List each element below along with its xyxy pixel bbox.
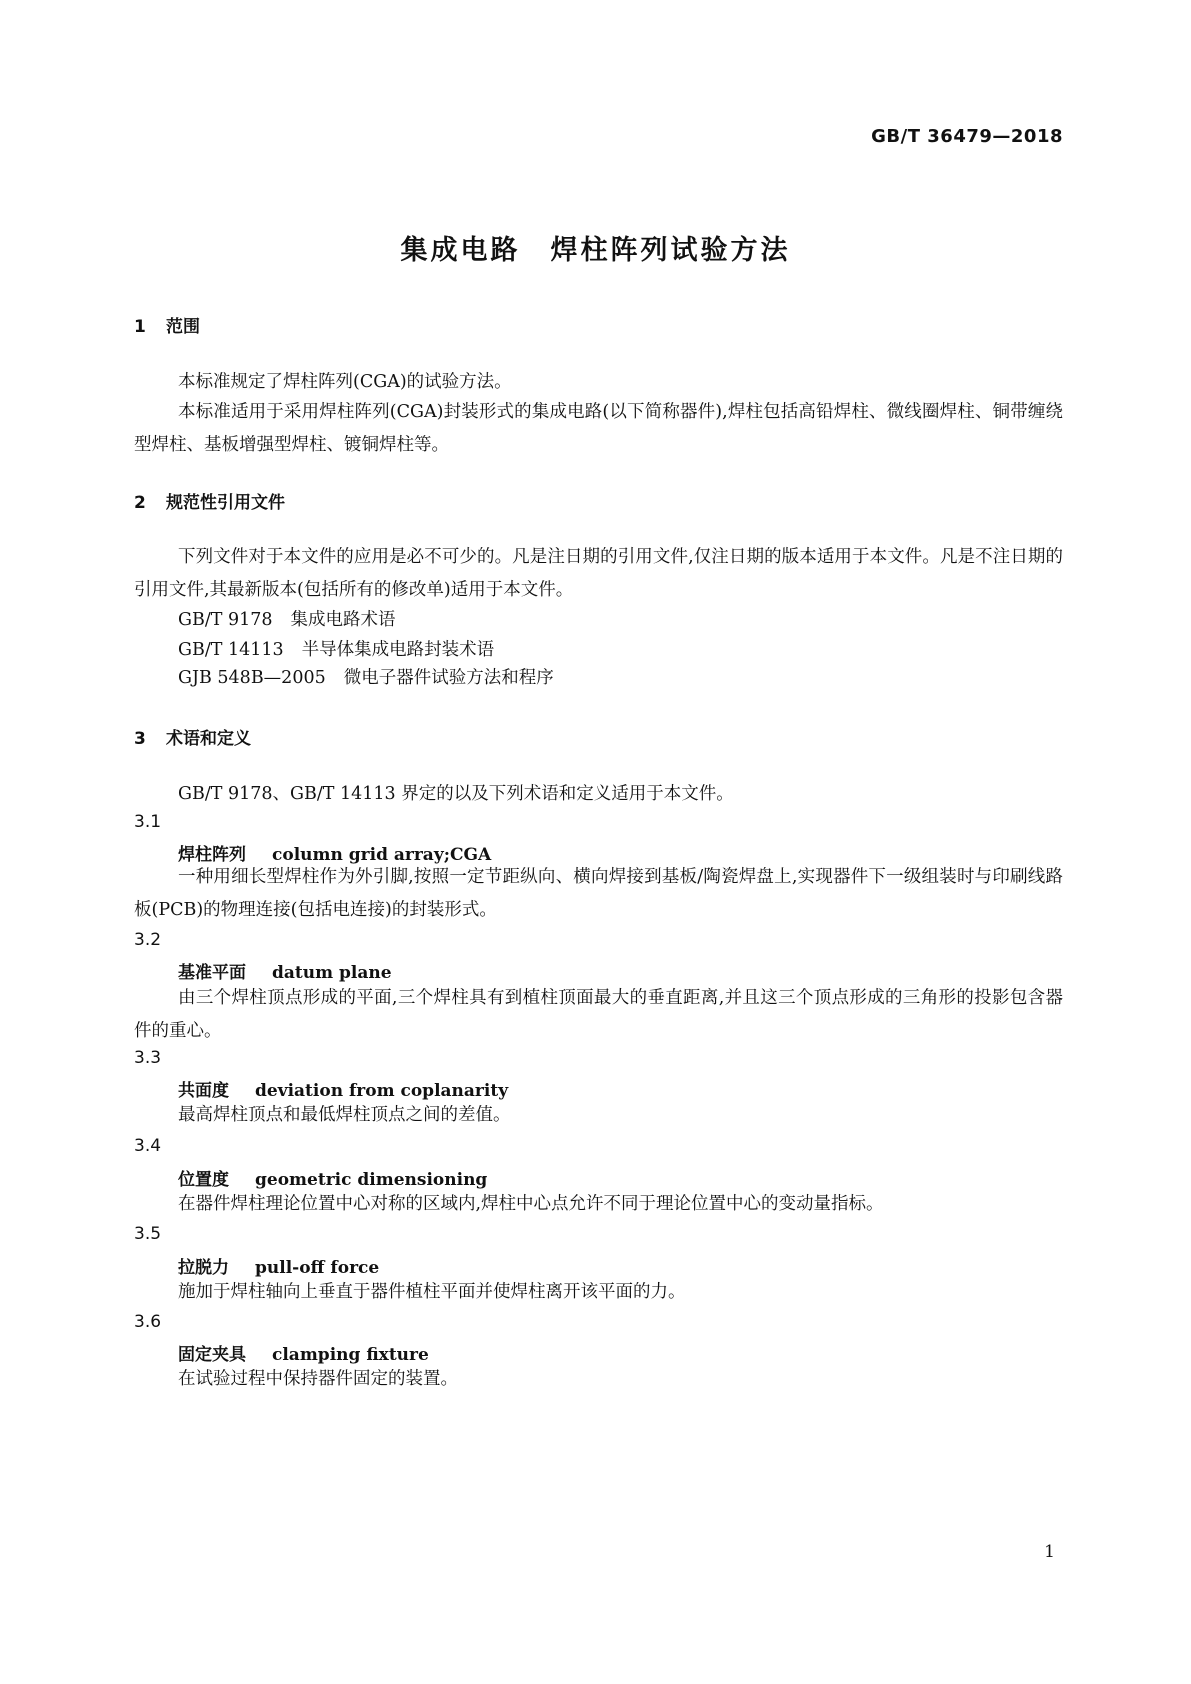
- standard-code: GB/T 36479—2018: [871, 126, 1063, 147]
- term-zh: 共面度: [178, 1081, 229, 1101]
- term-zh: 基准平面: [178, 963, 246, 983]
- term-definition: 由三个焊柱顶点形成的平面,三个焊柱具有到植柱顶面最大的垂直距离,并且这三个顶点形成的三角形的投影包含器件的重心。: [134, 988, 1063, 1041]
- term-number: 3.5: [134, 1224, 162, 1244]
- reference-item: [178, 664, 554, 689]
- reference-code: GB/T 14113: [178, 640, 284, 660]
- term-zh: 位置度: [178, 1170, 229, 1190]
- reference-code: GB/T 9178: [178, 610, 273, 630]
- document-title: 集成电路 焊柱阵列试验方法: [400, 235, 791, 266]
- term-en: pull-off force: [255, 1258, 380, 1278]
- section-number: 1: [134, 317, 146, 337]
- term-number: 3.4: [134, 1136, 162, 1156]
- term-number: 3.6: [134, 1312, 162, 1332]
- term-zh: 固定夹具: [178, 1345, 246, 1365]
- term-number: 3.3: [134, 1048, 162, 1068]
- term-definition: 施加于焊柱轴向上垂直于器件植柱平面并使焊柱离开该平面的力。: [178, 1282, 686, 1302]
- section-2-heading: [134, 488, 285, 513]
- paragraph: 下列文件对于本文件的应用是必不可少的。凡是注日期的引用文件,仅注日期的版本适用于本文件。凡是不注日期的引用文件,其最新版本(包括所有的修改单)适用于本文件。: [134, 547, 1063, 600]
- reference-item: [178, 606, 396, 631]
- reference-title: 半导体集成电路封装术语: [301, 640, 495, 660]
- section-number: 3: [134, 729, 146, 749]
- section-title: 范围: [166, 317, 200, 337]
- term-zh: 拉脱力: [178, 1258, 229, 1278]
- term-en: geometric dimensioning: [255, 1170, 488, 1190]
- section-title: 规范性引用文件: [166, 493, 285, 513]
- term-number: 3.2: [134, 930, 162, 950]
- term-heading: [178, 958, 392, 983]
- term-heading: [178, 1076, 508, 1101]
- term-number: 3.1: [134, 812, 162, 832]
- term-definition: 在器件焊柱理论位置中心对称的区域内,焊柱中心点允许不同于理论位置中心的变动量指标。: [178, 1194, 884, 1214]
- term-en: column grid array;CGA: [272, 845, 492, 865]
- section-number: 2: [134, 493, 146, 513]
- reference-title: 微电子器件试验方法和程序: [343, 668, 554, 688]
- term-definition: 最高焊柱顶点和最低焊柱顶点之间的差值。: [178, 1105, 511, 1125]
- term-definition: 在试验过程中保持器件固定的装置。: [178, 1369, 458, 1389]
- term-heading: [178, 1253, 379, 1278]
- paragraph: 本标准适用于采用焊柱阵列(CGA)封装形式的集成电路(以下简称器件),焊柱包括高铅焊柱、微线圈焊柱、铜带缠绕型焊柱、基板增强型焊柱、镀铜焊柱等。: [134, 402, 1063, 455]
- section-title: 术语和定义: [166, 729, 251, 749]
- term-en: datum plane: [272, 963, 392, 983]
- paragraph: 本标准规定了焊柱阵列(CGA)的试验方法。: [178, 372, 512, 392]
- reference-code: GJB 548B—2005: [178, 668, 326, 688]
- section-1-heading: [134, 312, 200, 337]
- term-heading: [178, 1165, 487, 1190]
- term-en: deviation from coplanarity: [255, 1081, 509, 1101]
- reference-title: 集成电路术语: [290, 610, 396, 630]
- term-definition: 一种用细长型焊柱作为外引脚,按照一定节距纵向、横向焊接到基板/陶瓷焊盘上,实现器件下一级组装时与印刷线路板(PCB)的物理连接(包括电连接)的封装形式。: [134, 867, 1063, 920]
- term-en: clamping fixture: [272, 1345, 429, 1365]
- reference-item: [178, 636, 494, 661]
- page-number: 1: [1044, 1542, 1055, 1562]
- term-heading: [178, 1340, 429, 1365]
- paragraph: GB/T 9178、GB/T 14113 界定的以及下列术语和定义适用于本文件。: [178, 784, 734, 804]
- section-3-heading: [134, 724, 251, 749]
- term-zh: 焊柱阵列: [178, 845, 246, 865]
